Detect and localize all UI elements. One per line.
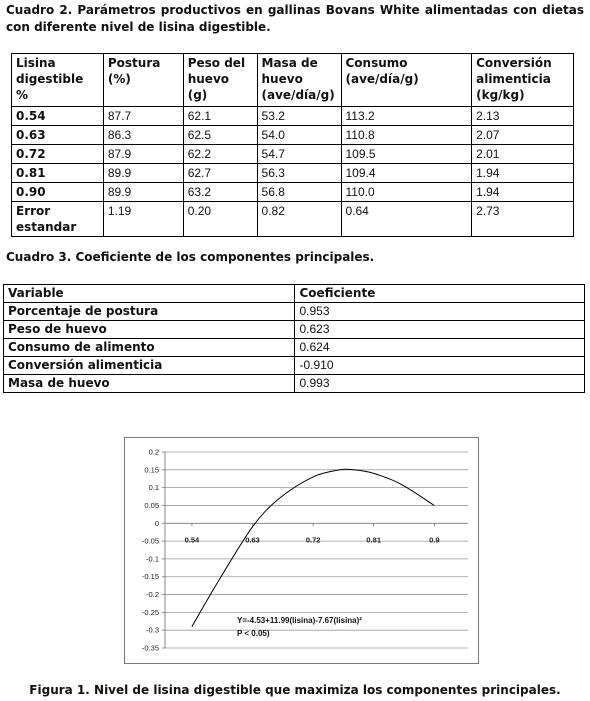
table-row xyxy=(4,303,585,321)
y-tick-label: -0.15 xyxy=(141,572,159,582)
table-cell: 1.94 xyxy=(472,164,574,183)
table-cell: 109.5 xyxy=(341,145,472,164)
regression-equation: Y=-4.53+11.99(lisina)-7.67(lisina)² xyxy=(237,616,362,625)
table-cell: 56.8 xyxy=(257,183,341,202)
table-cell: 110.0 xyxy=(341,183,472,202)
y-tick-label: 0.1 xyxy=(148,483,159,493)
header-cell: Variable xyxy=(4,285,295,303)
x-tick-label: 0.63 xyxy=(245,535,260,545)
header-cell: Conversión alimenticia (kg/kg) xyxy=(472,54,574,107)
cuadro2-table xyxy=(11,53,574,237)
table-cell: 54.7 xyxy=(257,145,341,164)
table-cell: 1.19 xyxy=(103,202,183,237)
y-axis-ticks xyxy=(142,448,159,653)
table-cell: 53.2 xyxy=(257,107,341,126)
table-cell: 87.9 xyxy=(103,145,183,164)
row-label: Error estandar xyxy=(12,202,104,237)
table-cell: 62.7 xyxy=(183,164,257,183)
header-cell: Peso del huevo (g) xyxy=(183,54,257,107)
table-row xyxy=(4,339,585,357)
table-cell: 0.64 xyxy=(341,202,472,237)
table-cell: 89.9 xyxy=(103,164,183,183)
series-line xyxy=(192,469,434,626)
table-cell: 2.73 xyxy=(472,202,574,237)
table-cell: 0.20 xyxy=(183,202,257,237)
y-tick-label: -0.35 xyxy=(141,643,159,653)
table-cell: 86.3 xyxy=(103,126,183,145)
header-cell: Consumo (ave/día/g) xyxy=(341,54,472,107)
table-row xyxy=(12,145,574,164)
p-value-label: P < 0.05) xyxy=(237,629,270,638)
y-tick-label: -0.2 xyxy=(146,590,159,600)
table-cell: 1.94 xyxy=(472,183,574,202)
table-cell: 62.5 xyxy=(183,126,257,145)
row-label: 0.81 xyxy=(12,164,104,183)
row-label: Peso de huevo xyxy=(4,321,295,339)
figure1-chart xyxy=(124,437,479,664)
table-header-row xyxy=(4,285,585,303)
x-tick-label: 0.54 xyxy=(184,535,200,545)
table-cell: 63.2 xyxy=(183,183,257,202)
cuadro2-caption: Cuadro 2. Parámetros productivos en gallinas Bovans White alimentadas con dietas con diferente nivel de lisina digestible. xyxy=(6,3,584,34)
table-cell: 87.7 xyxy=(103,107,183,126)
table-cell: 2.07 xyxy=(472,126,574,145)
table-cell: -0.910 xyxy=(295,357,585,375)
table-cell: 0.993 xyxy=(295,375,585,393)
y-tick-label: 0.05 xyxy=(144,500,159,510)
header-cell: Lisina digestible % xyxy=(12,54,104,107)
table-cell: 2.13 xyxy=(472,107,574,126)
x-tick-label: 0.81 xyxy=(366,535,382,545)
row-label: Consumo de alimento xyxy=(4,339,295,357)
table-cell: 113.2 xyxy=(341,107,472,126)
cuadro3-table xyxy=(3,284,585,393)
table-row xyxy=(4,357,585,375)
table-cell: 2.01 xyxy=(472,145,574,164)
row-label: Porcentaje de postura xyxy=(4,303,295,321)
row-label: 0.72 xyxy=(12,145,104,164)
y-tick-label: -0.05 xyxy=(141,536,159,546)
table-cell: 109.4 xyxy=(341,164,472,183)
cuadro3-caption: Cuadro 3. Coeficiente de los componentes principales. xyxy=(6,250,375,264)
table-row xyxy=(12,126,574,145)
x-tick-label: 0.9 xyxy=(429,535,440,545)
table-cell: 54.0 xyxy=(257,126,341,145)
row-label: Masa de huevo xyxy=(4,375,295,393)
header-cell: Postura (%) xyxy=(103,54,183,107)
table-cell: 0.623 xyxy=(295,321,585,339)
y-tick-label: 0.15 xyxy=(144,465,159,475)
row-label: 0.54 xyxy=(12,107,104,126)
table-cell: 0.624 xyxy=(295,339,585,357)
y-tick-label: -0.3 xyxy=(146,625,159,635)
row-label: 0.90 xyxy=(12,183,104,202)
table-row xyxy=(12,164,574,183)
x-tick-label: 0.72 xyxy=(305,535,321,545)
y-tick-label: -0.25 xyxy=(141,607,159,617)
table-cell: 0.953 xyxy=(295,303,585,321)
y-tick-label: -0.1 xyxy=(146,554,159,564)
table-row xyxy=(12,202,574,237)
header-cell: Masa de huevo (ave/día/g) xyxy=(257,54,341,107)
table-row xyxy=(4,375,585,393)
header-cell: Coeficiente xyxy=(295,285,585,303)
table-cell: 56.3 xyxy=(257,164,341,183)
chart-svg xyxy=(125,438,478,663)
table-cell: 0.82 xyxy=(257,202,341,237)
x-axis-ticks xyxy=(185,535,440,544)
y-tick-label: 0 xyxy=(154,518,159,528)
table-row xyxy=(12,107,574,126)
row-label: 0.63 xyxy=(12,126,104,145)
table-cell: 62.2 xyxy=(183,145,257,164)
table-cell: 110.8 xyxy=(341,126,472,145)
row-label: Conversión alimenticia xyxy=(4,357,295,375)
figure1-caption: Figura 1. Nivel de lisina digestible que maximiza los componentes principales. xyxy=(29,683,561,697)
table-header-row xyxy=(12,54,574,107)
y-tick-label: 0.2 xyxy=(148,447,159,457)
table-cell: 62.1 xyxy=(183,107,257,126)
table-row xyxy=(12,183,574,202)
table-cell: 89.9 xyxy=(103,183,183,202)
table-row xyxy=(4,321,585,339)
chart-series xyxy=(192,469,434,626)
